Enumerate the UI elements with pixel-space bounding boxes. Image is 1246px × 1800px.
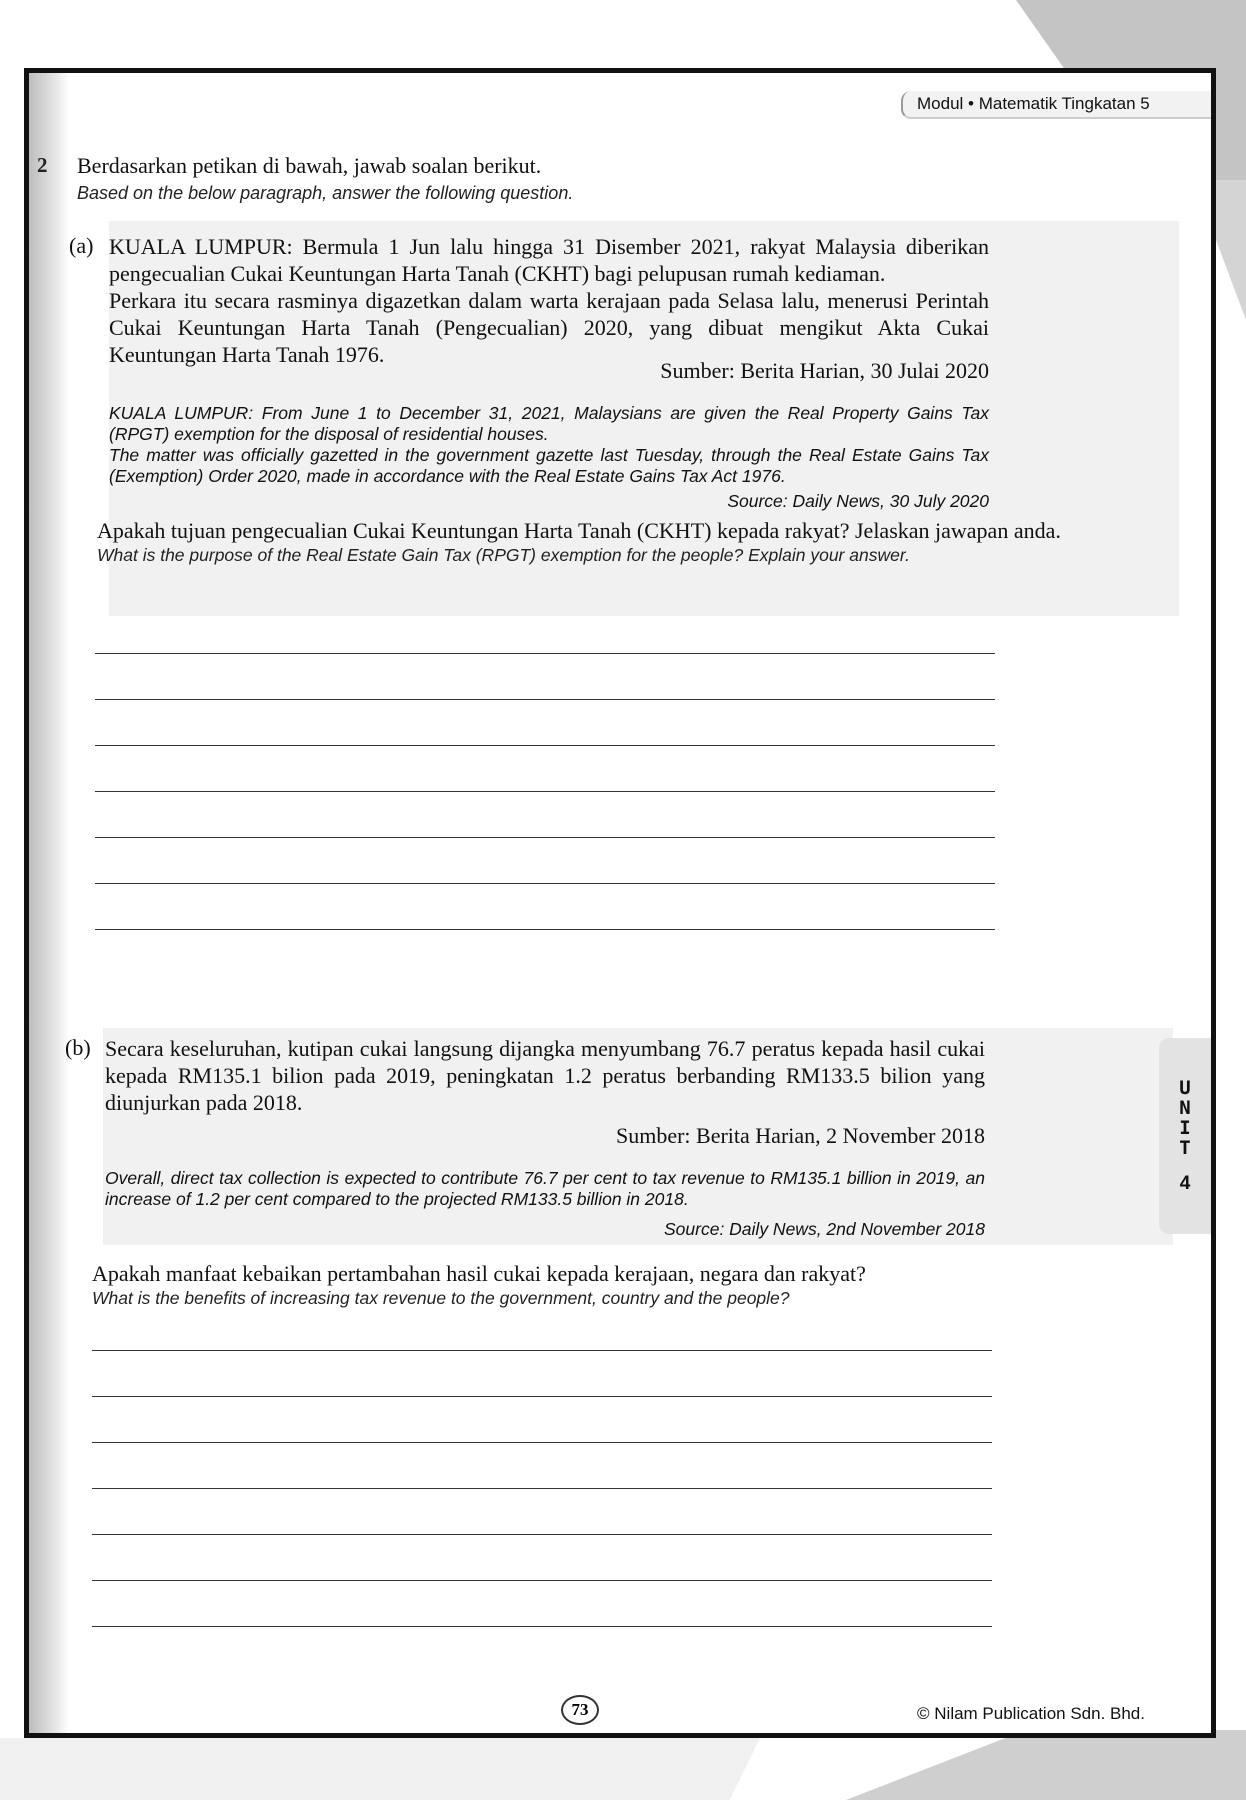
source-b-english: Source: Daily News, 2nd November 2018 (664, 1219, 985, 1239)
passage-b-english: Overall, direct tax collection is expected to contribute 76.7 per cent to tax revenue to RM135.1 billion in 2019, an increase of 1.2 per cent compared to the projected RM133.5 billion in 2018. (105, 1168, 985, 1209)
question-a-malay: Apakah tujuan pengecualian Cukai Keuntungan Harta Tanah (CKHT) kepada rakyat? Jelaskan jawapan anda. (97, 518, 1061, 543)
answer-line[interactable] (95, 653, 995, 654)
passage-a-english-1: KUALA LUMPUR: From June 1 to December 31, 2021, Malaysians are given the Real Property Gains Tax (RPGT) exemption for the disposal of residential houses. (109, 403, 989, 444)
part-b-label: (b) (65, 1035, 91, 1060)
passage-b-malay: Secara keseluruhan, kutipan cukai langsung dijangka menyumbang 76.7 peratus kepada hasil cukai kepada RM135.1 bilion pada 2019, peningkatan 1.2 peratus berbanding RM133.5 bilion yang diunjurkan pada 2018. (105, 1036, 985, 1115)
part-a-label: (a) (69, 233, 94, 258)
worksheet-page (24, 68, 1216, 1738)
question-a-english: What is the purpose of the Real Estate Gain Tax (RPGT) exemption for the people? Explain your answer. (97, 545, 910, 565)
decor-bottom-left (0, 1738, 760, 1800)
module-title: Modul • Matematik Tingkatan 5 (917, 94, 1150, 113)
unit-letter: N (1179, 1097, 1191, 1119)
passage-a-malay-2: Perkara itu secara rasminya digazetkan dalam warta kerajaan pada Selasa lalu, menerusi Perintah Cukai Keuntungan Harta Tanah (Pengecualian) 2020, yang dibuat mengikut Akta Cukai Keuntungan Harta Tanah 1976. (109, 288, 989, 367)
answer-line[interactable] (92, 1442, 992, 1443)
answer-line[interactable] (95, 883, 995, 884)
question-b-english: What is the benefits of increasing tax revenue to the government, country and the people? (92, 1288, 790, 1308)
unit-letter: T (1179, 1137, 1191, 1159)
source-a-malay: Sumber: Berita Harian, 30 Julai 2020 (660, 358, 989, 383)
answer-line[interactable] (95, 929, 995, 930)
answer-line[interactable] (95, 745, 995, 746)
module-header-tab (901, 91, 1211, 119)
copyright-notice: © Nilam Publication Sdn. Bhd. (917, 1704, 1145, 1723)
question-b-malay: Apakah manfaat kebaikan pertambahan hasil cukai kepada kerajaan, negara dan rakyat? (92, 1261, 866, 1286)
answer-line[interactable] (92, 1580, 992, 1581)
answer-line[interactable] (95, 791, 995, 792)
unit-side-tab (1159, 1038, 1211, 1234)
question-number: 2 (37, 153, 48, 177)
page-number: 73 (561, 1695, 599, 1725)
answer-line[interactable] (92, 1396, 992, 1397)
passage-a-english-2: The matter was officially gazetted in the government gazette last Tuesday, through the Real Estate Gains Tax (Exemption) Order 2020, made in accordance with the Real Estate Gains Tax Act 1976. (109, 445, 989, 486)
unit-letter: I (1179, 1117, 1191, 1139)
answer-line[interactable] (92, 1488, 992, 1489)
answer-line[interactable] (95, 837, 995, 838)
source-b-malay: Sumber: Berita Harian, 2 November 2018 (615, 1123, 985, 1148)
answer-line[interactable] (92, 1534, 992, 1535)
answer-line[interactable] (92, 1350, 992, 1351)
source-a-english: Source: Daily News, 30 July 2020 (727, 491, 989, 511)
passage-a-malay-1: KUALA LUMPUR: Bermula 1 Jun lalu hingga 31 Disember 2021, rakyat Malaysia diberikan pengecualian Cukai Keuntungan Harta Tanah (CKHT) bagi pelupusan rumah kediaman. (109, 234, 989, 286)
decor-corner-bottom-right (846, 1730, 1246, 1800)
instruction-english: Based on the below paragraph, answer the following question. (77, 183, 574, 203)
answer-line[interactable] (95, 699, 995, 700)
unit-letter: U (1179, 1077, 1191, 1099)
answer-line[interactable] (92, 1626, 992, 1627)
unit-number: 4 (1179, 1173, 1191, 1194)
instruction-malay: Berdasarkan petikan di bawah, jawab soalan berikut. (77, 153, 542, 178)
book-spine-shadow (29, 73, 69, 1733)
